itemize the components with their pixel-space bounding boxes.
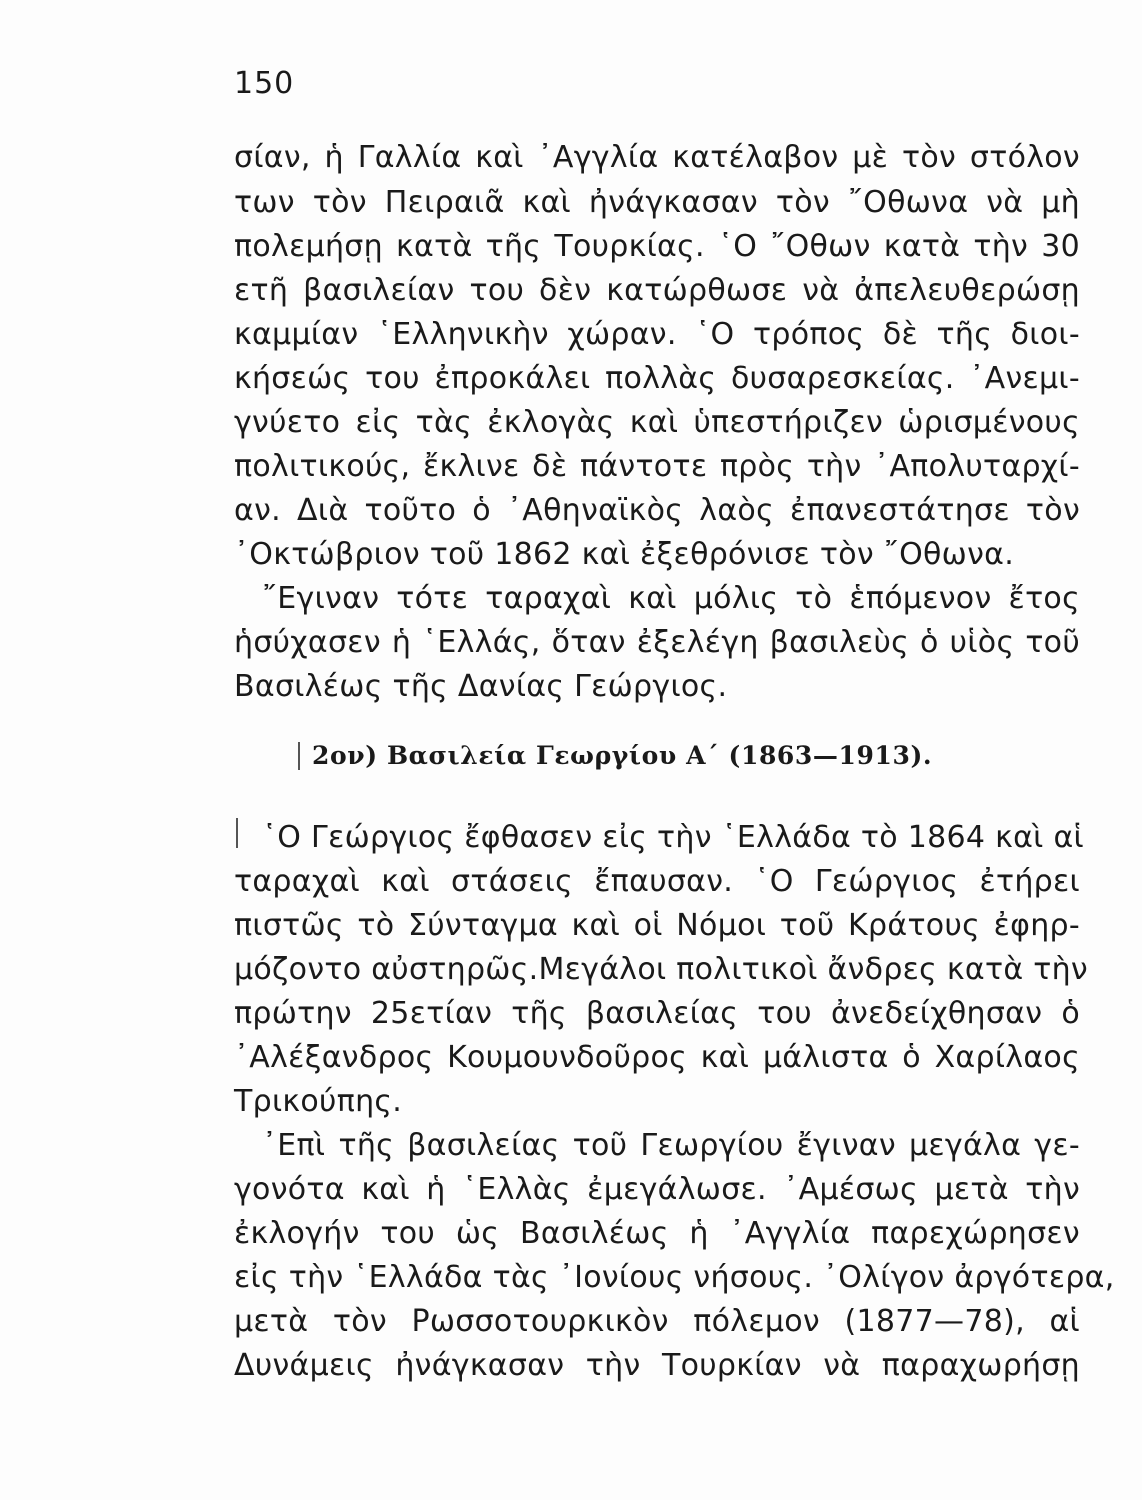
section-heading: 2ον) Βασιλεία Γεωργίου Α΄ (1863—1913). [312, 741, 933, 770]
text-line: ετῆ βασιλείαν του δὲν κατώρθωσε νὰ ἀπελευθερώσῃ [234, 273, 1080, 308]
text-line: πρώτην 25ετίαν τῆς βασιλείας του ἀνεδείχθησαν ὁ [234, 996, 1080, 1031]
text-line: ἐκλογήν του ὡς Βασιλέως ἡ ᾿Αγγλία παρεχώρησεν [234, 1216, 1080, 1251]
text-line: Βασιλέως τῆς Δανίας Γεώργιος. [234, 669, 728, 704]
text-line: κήσεώς του ἐπροκάλει πολλὰς δυσαρεσκείας. ᾿Ανεμι- [234, 361, 1080, 396]
margin-pencil-mark [298, 742, 300, 770]
text-line: μόζοντο αὐστηρῶς.Μεγάλοι πολιτικοὶ ἄνδρες κατὰ τὴν [234, 952, 1088, 987]
text-line: ταραχαὶ καὶ στάσεις ἔπαυσαν. ῾Ο Γεώργιος ἐτήρει [234, 864, 1080, 899]
text-line: εἰς τὴν ῾Ελλάδα τὰς ᾿Ιονίους νήσους. ᾿Ολίγον ἀργότερα, [234, 1260, 1115, 1295]
text-line: ᾿Επὶ τῆς βασιλείας τοῦ Γεωργίου ἔγιναν μεγάλα γε- [262, 1128, 1080, 1163]
text-line: ᾿Αλέξανδρος Κουμουνδοῦρος καὶ μάλιστα ὁ Χαρίλαος [234, 1040, 1080, 1075]
text-line: Τρικούπης. [234, 1084, 403, 1119]
text-line: σίαν, ἡ Γαλλία καὶ ᾿Αγγλία κατέλαβον μὲ τὸν στόλον [234, 140, 1080, 175]
text-line: Δυνάμεις ἠνάγκασαν τὴν Τουρκίαν νὰ παραχωρήσῃ [234, 1348, 1080, 1383]
text-line: πολιτικούς, ἔκλινε δὲ πάντοτε πρὸς τὴν ᾿Απολυταρχί- [234, 449, 1080, 484]
text-line: πιστῶς τὸ Σύνταγμα καὶ οἱ Νόμοι τοῦ Κράτους ἐφηρ- [234, 908, 1080, 943]
text-line: μετὰ τὸν Ρωσσοτουρκικὸν πόλεμον (1877—78), αἱ [234, 1304, 1080, 1339]
text-line: γονότα καὶ ἡ ῾Ελλὰς ἐμεγάλωσε. ᾿Αμέσως μετὰ τὴν [234, 1172, 1080, 1207]
text-line: ῎Εγιναν τότε ταραχαὶ καὶ μόλις τὸ ἑπόμενον ἔτος [262, 581, 1080, 616]
text-line: ῾Ο Γεώργιος ἔφθασεν εἰς τὴν ῾Ελλάδα τὸ 1864 καὶ αἱ [262, 820, 1084, 855]
text-line: γνύετο εἰς τὰς ἐκλογὰς καὶ ὑπεστήριζεν ὡρισμένους [234, 405, 1080, 440]
page-number: 150 [234, 66, 295, 101]
text-line: καμμίαν ῾Ελληνικὴν χώραν. ῾Ο τρόπος δὲ τῆς διοι- [234, 317, 1080, 352]
margin-pencil-mark [236, 818, 238, 848]
text-line: ἡσύχασεν ἡ ῾Ελλάς, ὅταν ἐξελέγη βασιλεὺς ὁ υἱὸς τοῦ [234, 625, 1080, 660]
text-line: των τὸν Πειραιᾶ καὶ ἠνάγκασαν τὸν ῎Οθωνα νὰ μὴ [234, 185, 1080, 220]
text-line: πολεμήσῃ κατὰ τῆς Τουρκίας. ῾Ο ῎Οθων κατὰ τὴν 30 [234, 229, 1080, 264]
text-line: ᾿Οκτώβριον τοῦ 1862 καὶ ἐξεθρόνισε τὸν ῎Οθωνα. [234, 537, 1015, 572]
text-line: αν. Διὰ τοῦτο ὁ ᾿Αθηναϊκὸς λαὸς ἐπανεστάτησε τὸν [234, 493, 1080, 528]
